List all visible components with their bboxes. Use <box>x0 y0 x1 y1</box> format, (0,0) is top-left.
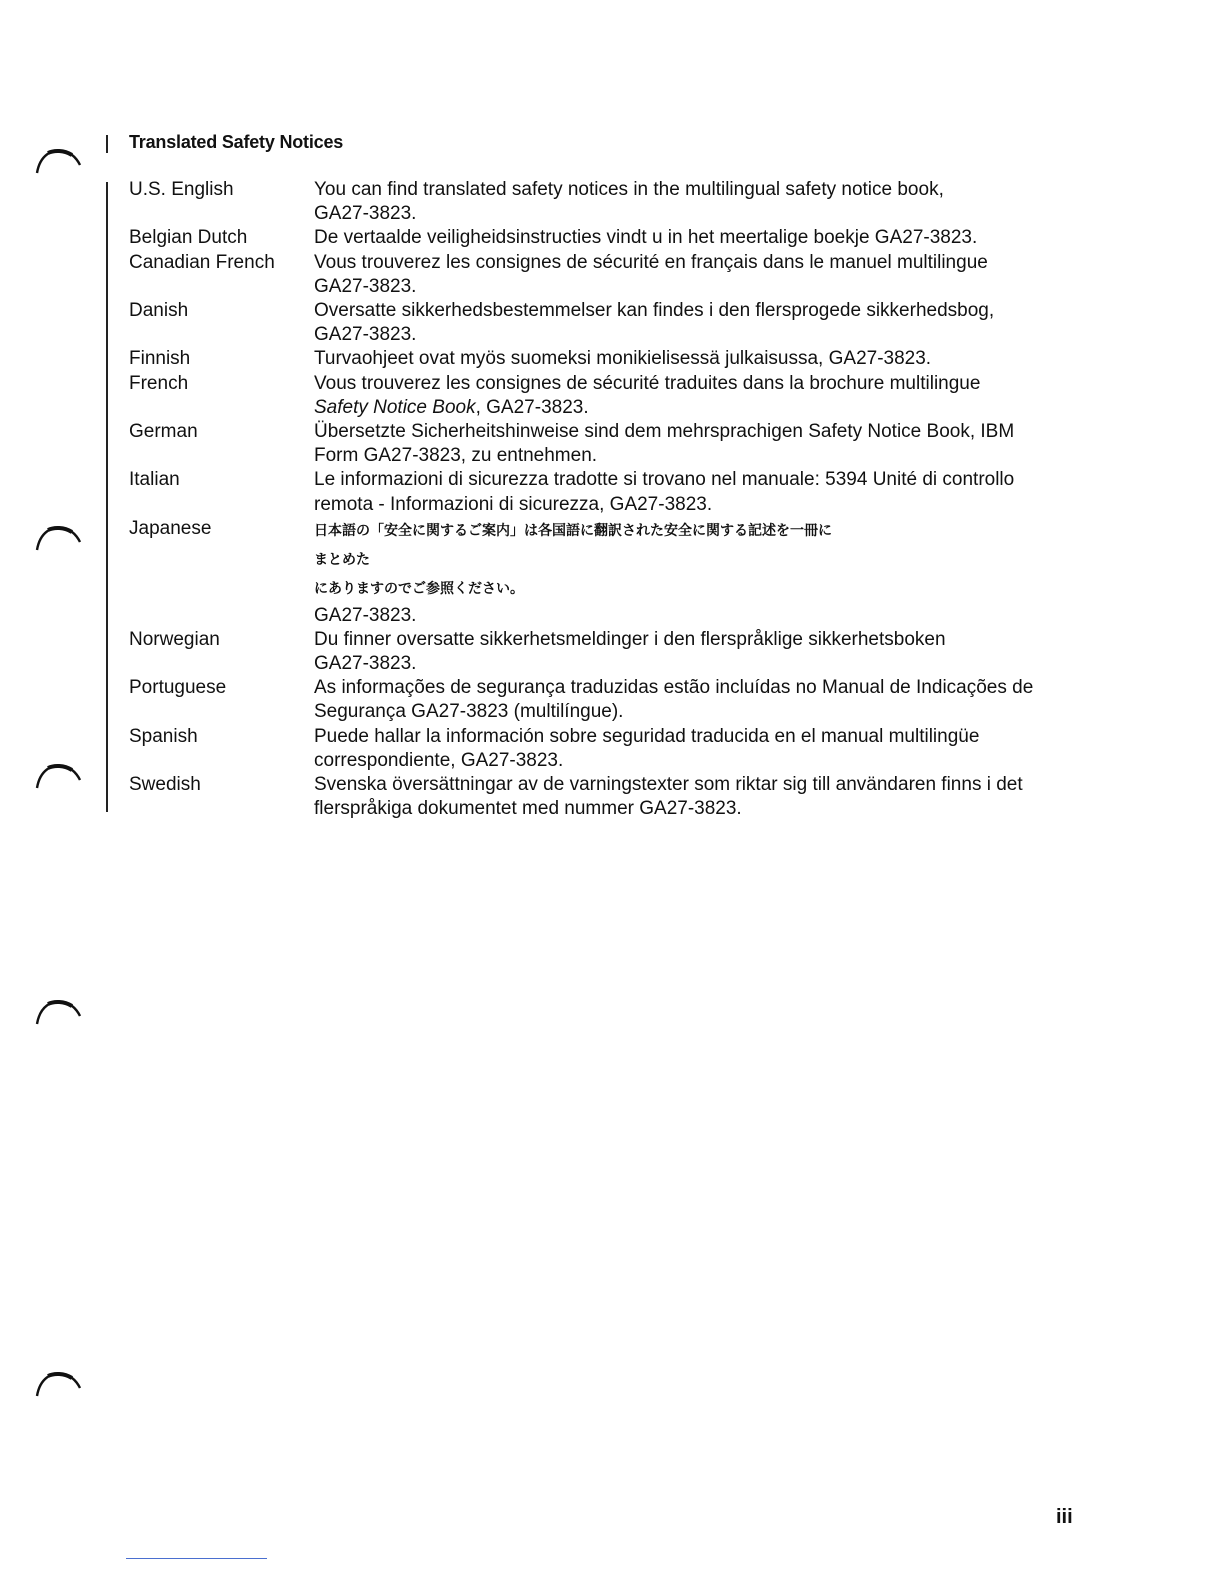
language-label: Canadian French <box>129 251 275 273</box>
notice-row-portuguese <box>129 676 1089 724</box>
notice-row-italian <box>129 468 1089 516</box>
form-number: GA27-3823. <box>314 604 417 626</box>
language-label: Portuguese <box>129 677 227 699</box>
book-title: Safety Notice Book <box>314 396 476 418</box>
language-label: Belgian Dutch <box>129 227 248 249</box>
binder-hole-icon <box>34 522 82 552</box>
binder-hole-icon <box>34 760 82 790</box>
notice-text: As informações de segurança traduzidas estão incluídas no Manual de Indicações de Segurança GA27-3823 (multilíngue). <box>314 677 1034 723</box>
notice-text <box>314 372 1089 420</box>
language-label: Spanish <box>129 725 198 747</box>
notice-text: You can find translated safety notices in the multilingual safety notice book, GA27-3823. <box>314 179 944 225</box>
language-label: Danish <box>129 300 189 322</box>
binder-hole-icon <box>34 996 82 1026</box>
notice-row-swedish <box>129 773 1089 821</box>
language-label: Norwegian <box>129 628 220 650</box>
footer-rule <box>126 1558 267 1559</box>
notice-text: De vertaalde veiligheidsinstructies vindt u in het meertalige boekje GA27-3823. <box>314 227 978 249</box>
notice-row-spanish <box>129 725 1089 773</box>
notice-row-japanese <box>129 517 1089 628</box>
notice-text-main: Vous trouverez les consignes de sécurité traduites dans la brochure multilingue <box>314 372 981 394</box>
notice-text: Turvaohjeet ovat myös suomeksi monikielisessä julkaisussa, GA27-3823. <box>314 348 932 370</box>
language-label: Italian <box>129 469 180 491</box>
notice-row-us-english <box>129 178 1089 226</box>
notice-text-tail: , GA27-3823. <box>475 396 589 418</box>
notice-table <box>129 178 1089 821</box>
page-title: Translated Safety Notices <box>129 132 344 152</box>
language-label: German <box>129 421 198 443</box>
notice-row-finnish <box>129 347 1089 371</box>
language-label: Japanese <box>129 517 212 539</box>
notice-text: Übersetzte Sicherheitshinweise sind dem mehrsprachigen Safety Notice Book, IBM Form GA27-3823, zu entnehmen. <box>314 421 1015 467</box>
notice-row-german <box>129 420 1089 468</box>
page-number: iii <box>1056 1506 1073 1528</box>
notice-text: Svenska översättningar av de varningstexter som riktar sig till användaren finns i det flerspråkiga dokumentet med nummer GA27-3823. <box>314 774 1023 820</box>
binder-hole-icon <box>34 1368 82 1398</box>
notice-text: Le informazioni di sicurezza tradotte si trovano nel manuale: 5394 Unité di controllo remota - Informazioni di sicurezza, GA27-3823. <box>314 469 1015 515</box>
change-bar <box>106 135 108 153</box>
language-label: Swedish <box>129 774 201 796</box>
change-bar <box>106 182 108 812</box>
notice-text: Du finner oversatte sikkerhetsmeldinger i den flerspråklige sikkerhetsboken GA27-3823. <box>314 628 946 675</box>
language-label: U.S. English <box>129 179 234 200</box>
notice-text: Oversatte sikkerhedsbestemmelser kan findes i den flersprogede sikkerhedsbog, GA27-3823. <box>314 300 995 346</box>
language-label: French <box>129 372 189 394</box>
notice-row-canadian-french <box>129 251 1089 299</box>
notice-text: Vous trouverez les consignes de sécurité en français dans le manuel multilingue GA27-3823. <box>314 251 988 297</box>
notice-row-french <box>129 372 1089 420</box>
notice-text <box>314 517 1089 628</box>
notice-text: Puede hallar la información sobre seguridad traducida en el manual multilingüe correspondiente, GA27-3823. <box>314 725 980 771</box>
binder-hole-icon <box>34 145 82 175</box>
language-label: Finnish <box>129 348 191 370</box>
notice-text-japanese: 日本語の「安全に関するご案内」は各国語に翻訳された安全に関する記述を一冊に まとめた にありますのでご参照ください。 <box>314 522 832 597</box>
notice-row-belgian-dutch <box>129 226 1089 250</box>
notice-row-norwegian <box>129 628 1089 676</box>
notice-row-danish <box>129 299 1089 347</box>
